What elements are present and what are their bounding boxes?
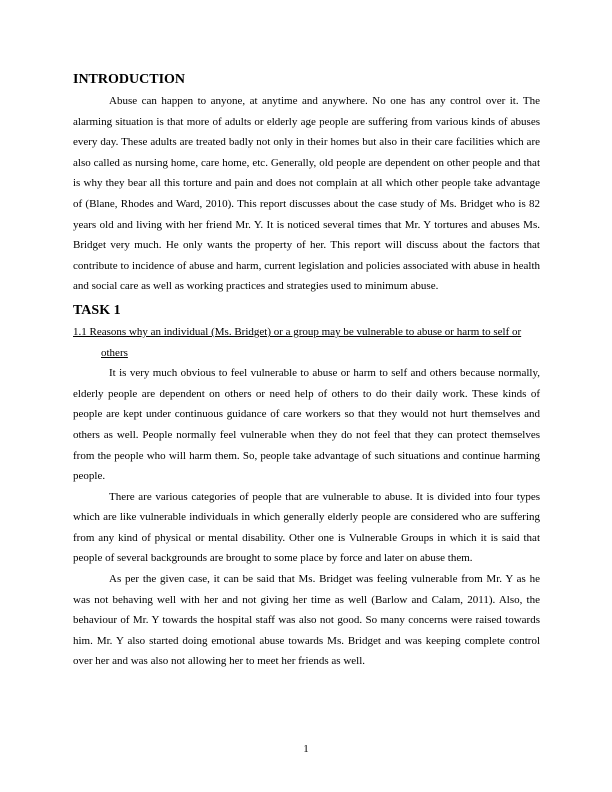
introduction-paragraph: Abuse can happen to anyone, at anytime and anywhere. No one has any control over it. The alarming situation is that more of adults or elderly age people are suffering from various kinds of abuses every day. These adults are treated badly not only in their homes but also in their care facilities which are also called as nursing home, care home, etc. Generally, old people are dependent on other people and that is why they bear all this torture and pain and does not complain at all which other people take advantage of (Blane, Rhodes and Ward, 2010). This report discusses about the case study of Ms. Bridget who is 82 years old and living with her friend Mr. Y. It is noticed several times that Mr. Y tortures and abuses Ms. Bridget very much. He only wants the property of her. This report will discuss about the factors that contribute to incidence of abuse and harm, current legislation and policies associated with abuse in health and social care as well as working practices and strategies used to minimum abuse. bbox=[73, 95, 540, 293]
page-content bbox=[73, 70, 540, 672]
body-paragraph: There are various categories of people that are vulnerable to abuse. It is divided into four types which are like vulnerable individuals in which generally elderly people are considered who are suffering from any kind of physical or mental disability. Other one is Vulnerable Groups in which it is said that people of several backgrounds are brought to some place by force and later on abuse them. bbox=[73, 490, 540, 565]
task-heading: TASK 1 bbox=[73, 302, 121, 318]
body-paragraph: As per the given case, it can be said that Ms. Bridget was feeling vulnerable from Mr. Y as he was not behaving well with her and not giving her time as well (Barlow and Calam, 2011). Also, the behaviour of Mr. Y towards the hospital staff was also not good. So many concerns were raised towards him. Mr. Y also started doing emotional abuse towards Ms. Bridget and was keeping complete control over her and was also not allowing her to meet her friends as well. bbox=[73, 573, 540, 668]
page-number: 1 bbox=[303, 743, 309, 755]
introduction-heading: INTRODUCTION bbox=[73, 72, 186, 87]
body-paragraph: It is very much obvious to feel vulnerable to abuse or harm to self and others because normally, elderly people are dependent on others or need help of others to do their daily work. These kinds of people are kept under continuous guidance of care workers so that they would not hurt themselves and others as well. People normally feel vulnerable when they do not feel that they can protect themselves from the people who will harm them. So, people take advantage of such situations and continue harming people. bbox=[73, 367, 540, 483]
section-subheading: 1.1 Reasons why an individual (Ms. Bridget) or a group may be vulnerable to abuse or harm to self or others bbox=[73, 325, 522, 359]
